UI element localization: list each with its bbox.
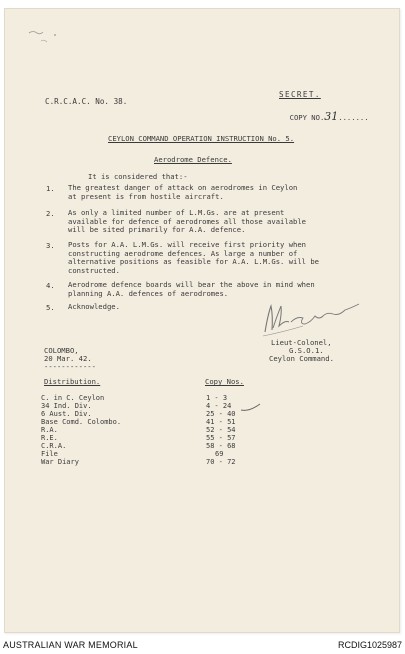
intro-text: It is considered that:- (88, 172, 188, 181)
date: 20 Mar. 42. (44, 354, 92, 363)
item-id: RCDIG1025987 (337, 640, 402, 650)
signatory-rank: Lieut-Colonel, (271, 338, 332, 347)
distribution-recipient: R.E. (41, 434, 58, 442)
distribution-copies: 52 - 54 (206, 426, 236, 434)
reference-number: C.R.C.A.C. No. 38. (45, 97, 128, 106)
para-1-text: The greatest danger of attack on aerodromes in Ceylon at present is from hostile aircraft. (68, 183, 298, 201)
para-5-number: 5. (46, 303, 55, 312)
para-5-text: Acknowledge. (68, 302, 120, 311)
para-4-number: 4. (46, 281, 55, 290)
distribution-recipient: C. in C. Ceylon (41, 394, 105, 402)
institution-name: AUSTRALIAN WAR MEMORIAL (3, 640, 138, 650)
distribution-row (41, 426, 281, 434)
classification-label: SECRET. (279, 90, 321, 99)
copy-dots: ....... (338, 112, 369, 122)
copy-number: 31 (324, 109, 339, 123)
para-2-number: 2. (46, 209, 55, 218)
para-3-number: 3. (46, 241, 55, 250)
distribution-heading: Distribution. (44, 377, 101, 386)
distribution-recipient: 34 Ind. Div. (41, 402, 92, 410)
document-title: CEYLON COMMAND OPERATION INSTRUCTION No. 5. (108, 134, 295, 143)
para-1-number: 1. (46, 184, 55, 193)
place: COLOMBO, (44, 346, 79, 355)
distribution-recipient: C.R.A. (41, 442, 67, 450)
copy-number-label (281, 104, 369, 122)
copy-label: COPY NO. (289, 112, 325, 122)
distribution-recipient: R.A. (41, 426, 58, 434)
para-3-text: Posts for A.A. L.M.Gs. will receive first priority when constructing aerodrome defences. As large a number of alternative positions as feasible for A.A. L.M.Gs. will be constructed. (68, 240, 319, 275)
distribution-copies: 1 - 3 (206, 394, 228, 402)
distribution-recipient: File (41, 450, 58, 458)
signatory-command: Ceylon Command. (269, 354, 334, 363)
distribution-copies: 25 - 40 (206, 410, 236, 418)
copy-numbers-heading: Copy Nos. (205, 377, 244, 386)
para-4-text: Aerodrome defence boards will bear the above in mind when planning A.A. defences of aerodromes. (68, 280, 315, 298)
distribution-recipient: 6 Aust. Div. (41, 410, 92, 418)
distribution-row (41, 434, 281, 442)
distribution-copies: 69 (215, 450, 224, 458)
distribution-copies: 58 - 68 (206, 442, 236, 450)
archive-footer (0, 636, 405, 654)
distribution-copies: 55 - 57 (206, 434, 236, 442)
distribution-row (41, 394, 281, 402)
pencil-tick-mark (240, 402, 262, 414)
distribution-copies: 70 - 72 (206, 458, 236, 466)
distribution-row (41, 450, 281, 458)
date-rule: ------------ (44, 362, 96, 371)
handwritten-signature (255, 292, 375, 342)
para-2-text: As only a limited number of L.M.Gs. are at present available for defence of aerodromes all those available will be sited primarily for A.A. defence. (68, 208, 306, 235)
distribution-recipient: Base Comd. Colombo. (41, 418, 122, 426)
distribution-copies: 4 - 24 (206, 402, 232, 410)
distribution-row (41, 418, 281, 426)
distribution-row (41, 442, 281, 450)
pencil-marks (25, 23, 65, 53)
signatory-appointment: G.S.O.1. (289, 346, 324, 355)
distribution-copies: 41 - 51 (206, 418, 236, 426)
document-subtitle: Aerodrome Defence. (154, 155, 232, 164)
distribution-row (41, 458, 281, 466)
distribution-recipient: War Diary (41, 458, 79, 466)
